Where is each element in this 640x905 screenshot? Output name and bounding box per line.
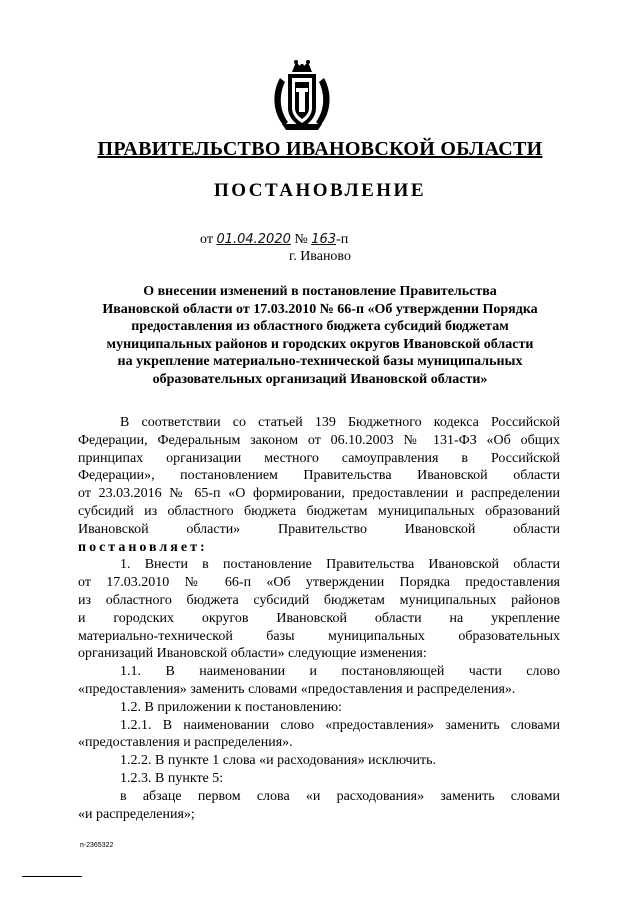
decree-word: постановляет:	[78, 539, 208, 555]
body-line: от 17.03.2010 № 66-п «Об утверждении Порядка предоставления	[78, 575, 560, 591]
document-body	[78, 414, 560, 823]
body-line: 1. Внести в постановление Правительства Ивановской области	[120, 557, 560, 573]
body-line: В соответствии со статьей 139 Бюджетного кодекса Российской	[120, 415, 560, 430]
body-line: принципах организации местного самоуправления в Российской	[78, 450, 560, 466]
body-line: 1.2. В приложении к постановлению:	[120, 699, 342, 715]
coat-of-arms-icon	[270, 58, 334, 134]
body-line: организаций Ивановской области» следующие изменения:	[78, 646, 427, 662]
subject-line: муниципальных районов и городских округов Ивановской области	[106, 336, 534, 352]
subject-line: на укрепление материально-технической базы муниципальных	[117, 354, 523, 369]
subject-line: Ивановской области от 17.03.2010 № 66-п «Об утверждении Порядка	[102, 301, 538, 317]
body-line: материально-технической базы муниципальных образовательных	[78, 628, 560, 644]
date-number-line	[200, 232, 348, 248]
organization-title: ПРАВИТЕЛЬСТВО ИВАНОВСКОЙ ОБЛАСТИ	[97, 138, 543, 160]
document-number: 163	[311, 232, 337, 247]
date-prefix: от	[200, 232, 213, 247]
document-date: 01.04.2020	[216, 232, 291, 247]
body-line: Федерации, Федеральным законом от 06.10.2003 № 131-ФЗ «Об общих	[78, 432, 560, 448]
document-subject	[80, 283, 560, 388]
subject-line: О внесении изменений в постановление Правительства	[143, 284, 497, 299]
body-line: из областного бюджета субсидий бюджетам муниципальных районов	[78, 592, 560, 608]
body-line: субсидий из областного бюджета бюджетам муниципальных образований	[78, 503, 560, 519]
city: г. Иваново	[289, 249, 351, 264]
footer-divider	[22, 876, 82, 877]
body-line: 1.2.3. В пункте 5:	[120, 770, 224, 786]
body-line: 1.2.1. В наименовании слово «предоставления» заменить словами	[120, 717, 560, 733]
subject-line: предоставления из областного бюджета субсидий бюджетам	[131, 319, 509, 334]
number-suffix: -п	[336, 232, 349, 247]
body-line: Ивановской области» Правительство Ивановской области	[78, 521, 560, 537]
body-line: и городских округов Ивановской области на укрепление	[78, 610, 560, 626]
body-line: «и распределения»;	[78, 806, 195, 822]
number-label: №	[294, 232, 308, 247]
body-line: «предоставления» заменить словами «предоставления и распределения».	[78, 681, 516, 697]
subject-line: образовательных организаций Ивановской области»	[152, 371, 488, 387]
body-line: 1.2.2. В пункте 1 слова «и расходования» исключить.	[120, 753, 437, 769]
body-line: в абзаце первом слова «и расходования» заменить словами	[120, 788, 560, 804]
body-line: от 23.03.2016 № 65-п «О формировании, предоставлении и распределении	[78, 486, 560, 502]
body-line: Федерации», постановлением Правительства Ивановской области	[78, 468, 560, 484]
body-line: «предоставления и распределения».	[78, 735, 293, 751]
body-line: 1.1. В наименовании и постановляющей части слово	[120, 664, 560, 680]
document-type: ПОСТАНОВЛЕНИЕ	[213, 180, 427, 201]
document-code: п-2365322	[80, 842, 114, 849]
